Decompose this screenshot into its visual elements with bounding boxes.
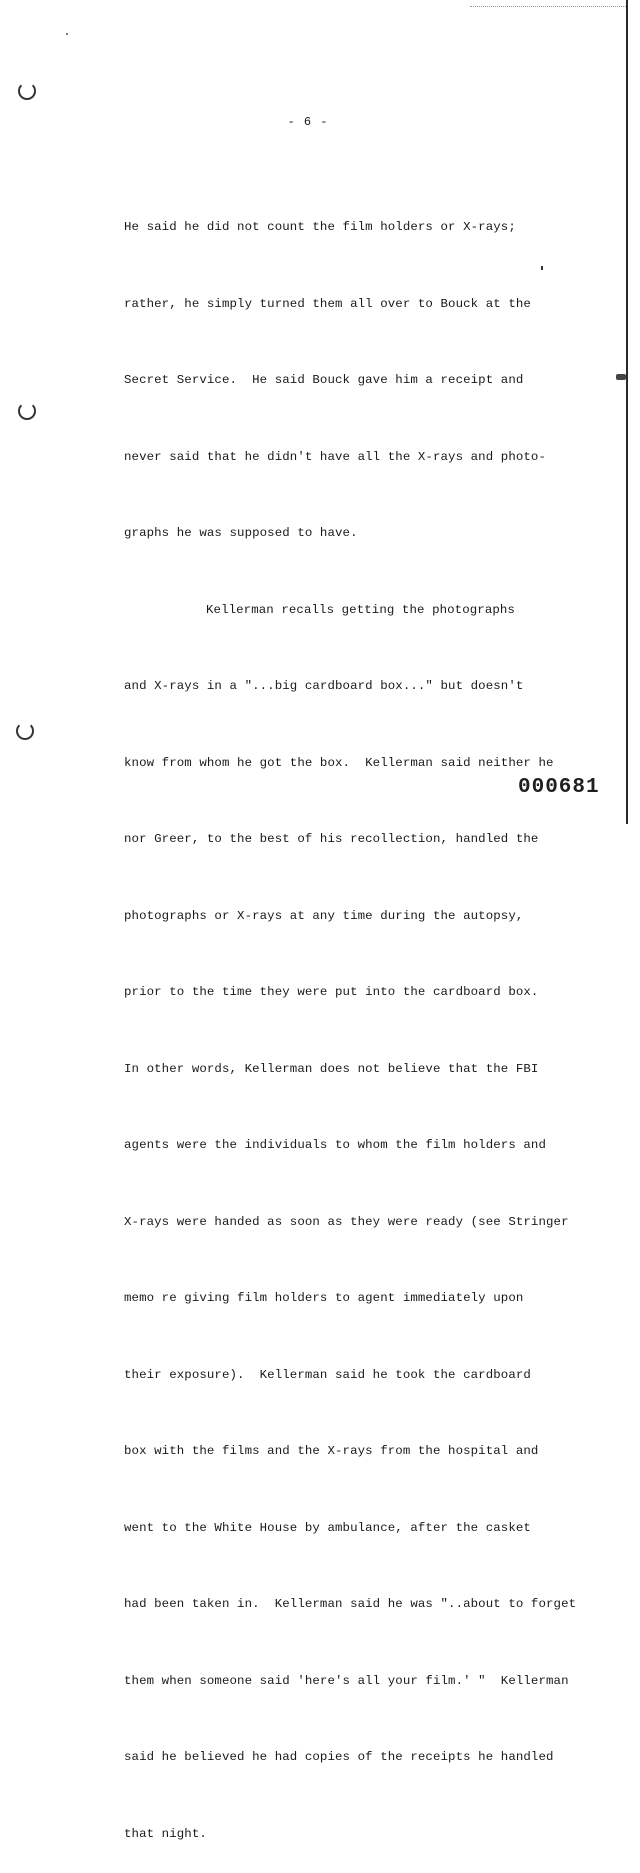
text-line: went to the White House by ambulance, after the casket — [124, 1520, 531, 1535]
text-line: photographs or X-rays at any time during the autopsy, — [124, 908, 524, 923]
text-line: nor Greer, to the best of his recollection, handled the — [124, 832, 539, 846]
punch-hole-middle — [18, 402, 36, 420]
page-number: - 6 - — [287, 115, 329, 129]
text-line-paragraph-start: Kellerman recalls getting the photographs — [206, 602, 515, 617]
text-line: X-rays were handed as soon as they were ready (see Stringer — [124, 1214, 569, 1229]
page-edge-right — [626, 0, 628, 824]
punch-hole-bottom — [16, 722, 34, 740]
text-line: rather, he simply turned them all over to Bouck at the — [124, 296, 531, 311]
text-line: box with the films and the X-rays from the hospital and — [124, 1444, 539, 1458]
text-line: their exposure). Kellerman said he took the cardboard — [124, 1367, 531, 1382]
text-line: never said that he didn't have all the X-rays and photo- — [124, 449, 546, 464]
text-line: graphs he was supposed to have. — [124, 526, 358, 540]
text-line: had been taken in. Kellerman said he was "..about to forget — [124, 1597, 577, 1611]
text-line: and X-rays in a "...big cardboard box..." but doesn't — [124, 679, 524, 693]
document-id: 000681 — [518, 776, 600, 799]
page-edge-top — [470, 6, 626, 8]
tick-mark — [541, 266, 543, 270]
text-line: them when someone said 'here's all your film.' " Kellerman — [124, 1673, 569, 1688]
text-line: Secret Service. He said Bouck gave him a receipt and — [124, 373, 524, 387]
text-line: memo re giving film holders to agent immediately upon — [124, 1291, 524, 1305]
text-line: that night. — [124, 1826, 207, 1841]
punch-hole-top — [18, 82, 36, 100]
text-line: said he believed he had copies of the receipts he handled — [124, 1750, 554, 1764]
text-line: agents were the individuals to whom the film holders and — [124, 1138, 546, 1152]
text-line: know from whom he got the box. Kellerman said neither he — [124, 755, 554, 770]
text-line: In other words, Kellerman does not believe that the FBI — [124, 1061, 539, 1076]
memo-body — [124, 164, 604, 1873]
text-line: He said he did not count the film holders or X-rays; — [124, 220, 516, 234]
scan-speck — [66, 33, 68, 35]
text-line: prior to the time they were put into the cardboard box. — [124, 985, 539, 999]
margin-mark — [616, 374, 626, 380]
